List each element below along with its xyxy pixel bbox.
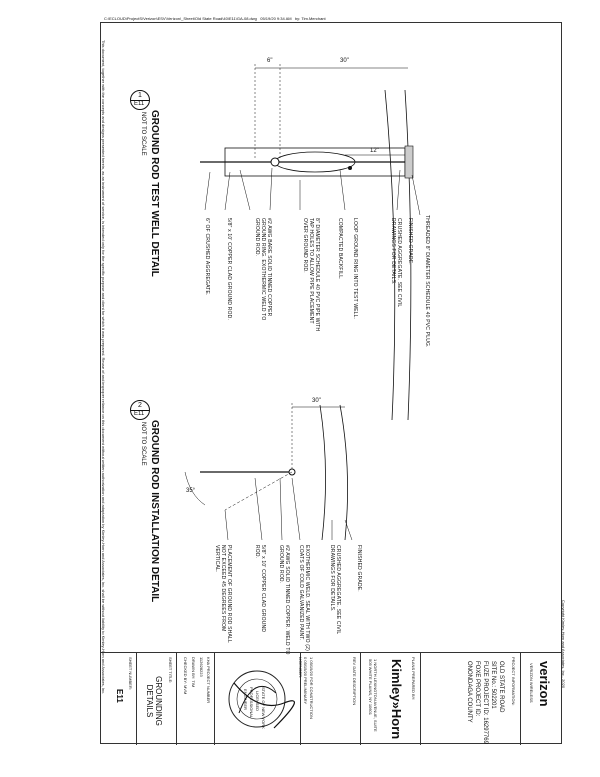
sheet-number-label: SHEET NUMBER:: [128, 657, 133, 690]
kha-project-label: KHA PROJECT NUMBER: [206, 657, 211, 704]
revision-row-2: 0 05/15/20 PRELIMINARY: [303, 657, 308, 705]
detail-1-note-1: THREADED 8" DIAMETER SCHEDULE 40 PVC PLUG.: [424, 215, 430, 348]
detail-1-note-5: COMPACTED BACKFILL.: [337, 218, 343, 280]
seal-line-3: PROFESSIONAL: [249, 687, 254, 719]
plot-user: by: Tim.Merchant: [294, 16, 326, 21]
seal-cell: [214, 653, 301, 745]
detail-1-note-6: 8" DIAMETER SCHEDULE 40 PVC PIPE WITH TAP HOLES TO ALLOW PIPE PLACEMENT OVER GROUND ROD.: [302, 218, 320, 332]
project-info-label: PROJECT INFORMATION:: [511, 657, 516, 706]
sheet-title-cell: [136, 653, 177, 745]
copyright: Copyright Kimley-Horn and Associates, Inc., 2020: [561, 600, 566, 689]
detail-1-note-7: #2 AWG BARE SOLID TINNED COPPER GROUND RING. EXOTHERMIC WELD TO GROUND ROD.: [254, 218, 272, 321]
client-logo: verizon: [537, 661, 552, 707]
detail-2-scale: NOT TO SCALE: [140, 422, 146, 466]
detail-1-note-4: LOOP GROUND RING INTO TEST WELL.: [352, 218, 358, 320]
detail-1-note-9: 6" OF CRUSHED AGGREGATE.: [204, 218, 210, 296]
detail-2-title: GROUND ROD INSTALLATION DETAIL: [149, 420, 160, 603]
checked-by: CHECKED BY: MVM: [183, 657, 188, 695]
detail-1-dim-c: 12": [370, 148, 379, 154]
project-cell: [420, 653, 521, 745]
detail-2-note-6: PLACEMENT OF GROUND ROD SHALL NOT EXCEED 45 DEGREES FROM VERTICAL.: [214, 545, 232, 643]
revisions-cell: [300, 653, 361, 745]
project-line-5: ONONDAGA COUNTY: [466, 661, 472, 723]
detail-2-dim-angle: 35°: [186, 488, 196, 494]
detail-1-bubble: 1 E11: [130, 90, 150, 110]
revision-row-1: 1 05/19/20 FOR CONSTRUCTION: [309, 657, 314, 719]
detail-2-note-2: CRUSHED AGGREGATE. SEE CIVIL DRAWINGS FOR DETAILS.: [329, 545, 341, 635]
detail-1-title: GROUND ROD TEST WELL DETAIL: [149, 110, 160, 277]
title-block: [100, 652, 562, 745]
firm-logo: Kimley»Horn: [389, 659, 404, 740]
detail-2-note-5: 5/8" x 10' COPPER CLAD GROUND ROD.: [254, 545, 266, 633]
sheet-title: GROUNDING DETAILS: [145, 676, 163, 726]
sheet-title-label: SHEET TITLE:: [168, 657, 173, 684]
seal-line-1: STATE OF NEW YORK: [261, 687, 266, 729]
sheet-number: E11: [115, 689, 124, 703]
kha-project-number: 112628223: [199, 657, 204, 677]
detail-1-note-8: 5/8" x 10' COPPER CLAD GROUND ROD.: [226, 218, 232, 321]
detail-1-dim-b: 30": [340, 58, 349, 64]
project-line-2: SITE No.: 502201: [490, 661, 496, 709]
client-subtitle: VERIZON WIRELESS: [529, 663, 534, 703]
client-cell: [520, 653, 562, 745]
drawn-by-cell: [176, 653, 215, 745]
detail-2-dim-a: 30": [312, 398, 321, 404]
seal-line-2: LICENSED: [255, 691, 260, 712]
file-path: C:\ECLOUD\ProjectS\Verizon\ESV\Verizon\_Sheet\Old State Road\40\E11\GA-08.dwg: [104, 16, 257, 21]
revision-header: REV DATE DESCRIPTION: [352, 657, 357, 706]
seal-line-4: ENGINEER: [243, 689, 248, 710]
detail-2-note-3: EXOTHERMIC WELD. SEAL WITH TWO (2) COATS OF COLD GALVANIZED PAINT.: [298, 545, 310, 651]
detail-2-bubble: 2 E11: [130, 400, 150, 420]
disclaimer: This document, together with the concepts and designs presented herein, as an instrument of service, is intended only for the specific purpose and client for which it was prepared. Reuse of and improper reliance on this document without written authorization and adaptation by Kimley-Horn and Associates, Inc. shall be without liability to Kimley-Horn and Associates, Inc.: [101, 40, 106, 695]
project-line-4: FOXE PROJECT ID:: [474, 661, 480, 717]
firm-address: 1 NORTH LEXINGTON AVENUE, SUITE 505 WHITE PLAINS, NY 10601: [368, 659, 378, 732]
project-line-3: FUZE PROJECT ID: 16297769: [482, 661, 488, 744]
detail-2-note-4: #2 AWG SOLID TINNED COPPER. WELD TO GROUND ROD.: [278, 545, 290, 655]
detail-2-note-1: FINISHED GRADE.: [356, 545, 362, 592]
project-line-1: OLD STATE ROAD: [498, 661, 504, 713]
detail-1-scale: NOT TO SCALE: [140, 112, 146, 156]
license-label: LICENSER:: [298, 657, 303, 679]
plans-by-label: PLANS PREPARED BY:: [411, 657, 416, 701]
sheet-number-cell: [100, 653, 137, 745]
plot-timestamp: 05/19/20 9:34 AM: [260, 16, 292, 21]
drawn-by: DRAWN BY: TIM: [191, 657, 196, 688]
detail-1-note-3: CRUSHED AGGREGATE. SEE CIVIL DRAWINGS FOR DETAILS.: [390, 218, 402, 308]
detail-1-note-2: FINISHED GRADE.: [407, 218, 413, 265]
detail-1-dim-a: 6": [267, 58, 273, 64]
firm-cell: [360, 653, 421, 745]
